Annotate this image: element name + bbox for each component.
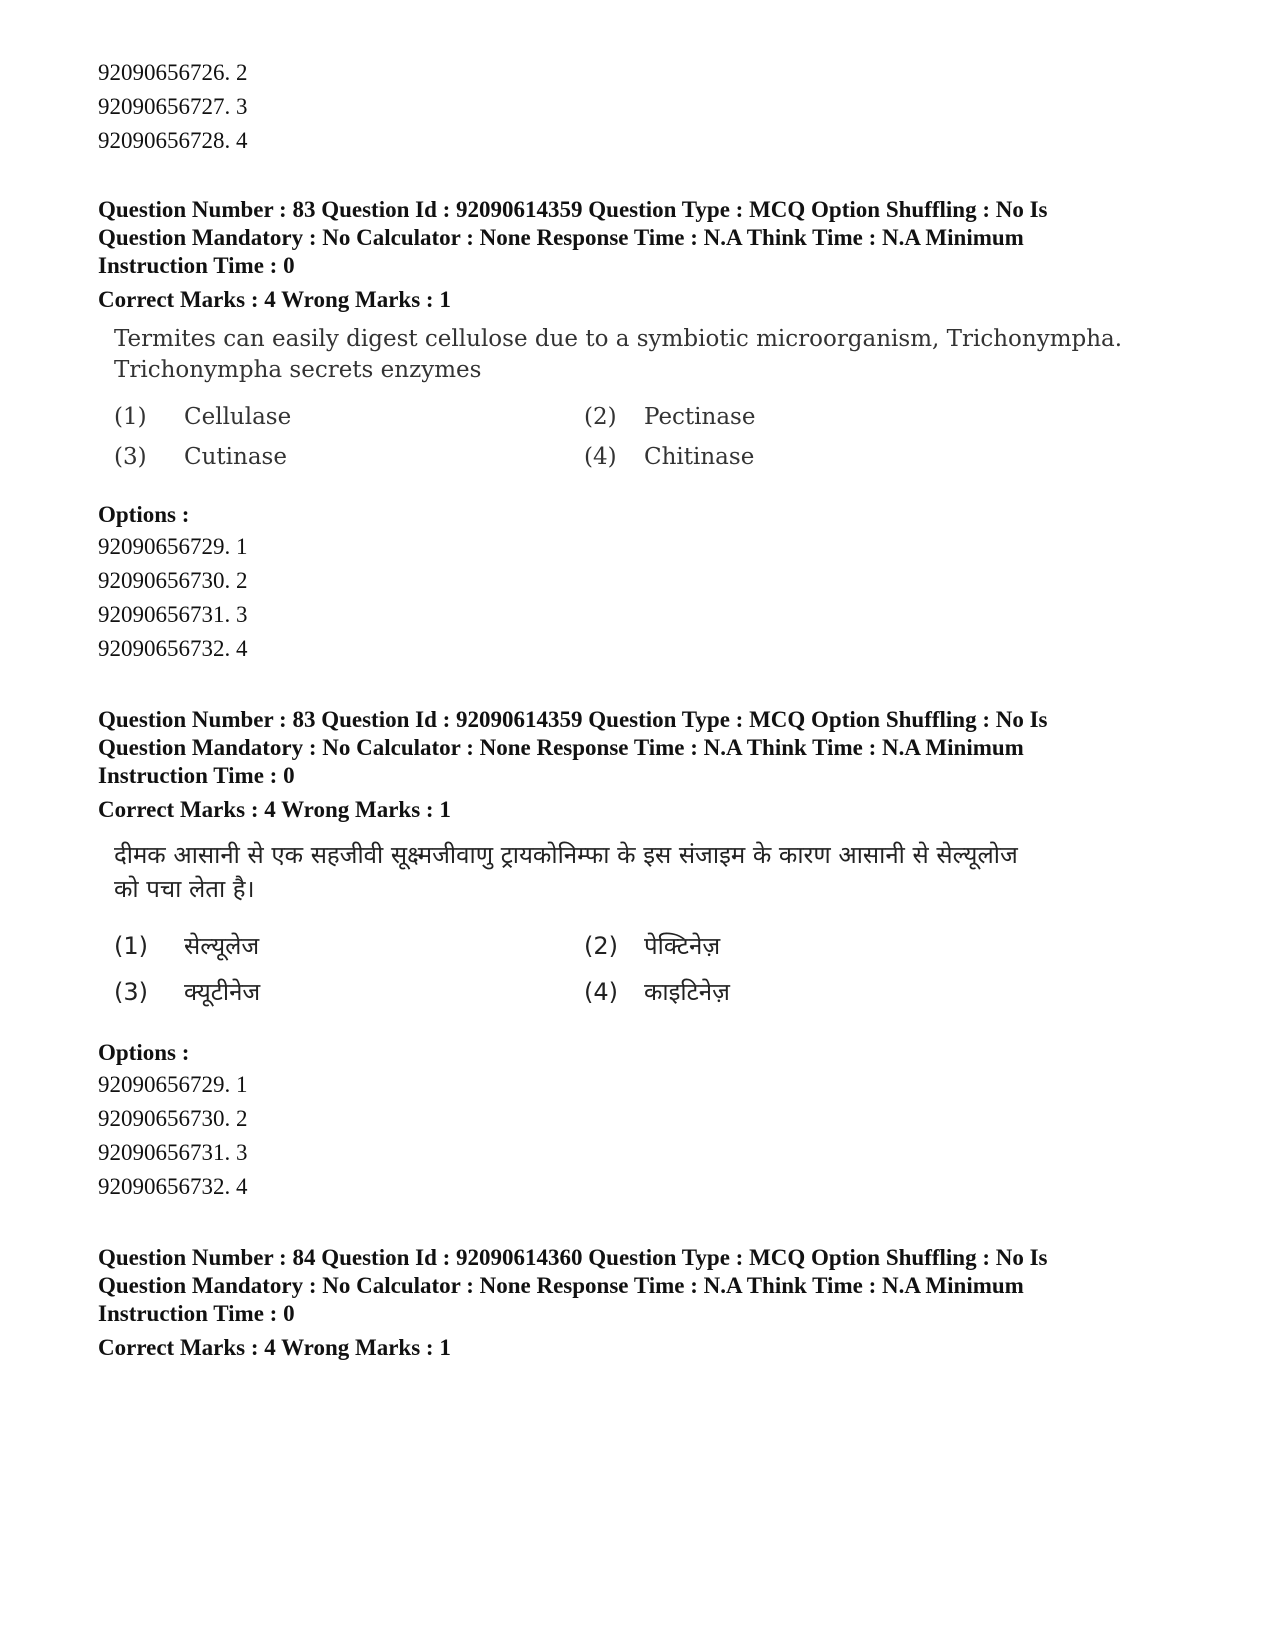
choice-number: (1) (114, 404, 147, 430)
option-line: 92090656731. 3 (98, 1140, 248, 1165)
option-line: 92090656730. 2 (98, 568, 248, 593)
answer-choices (114, 400, 1178, 474)
question-content (114, 324, 1178, 474)
question-block-english (98, 196, 1178, 666)
question-text (114, 324, 1178, 386)
choice-number: (1) (114, 932, 148, 960)
marks-line: Correct Marks : 4 Wrong Marks : 1 (98, 1335, 451, 1360)
question-header (98, 1244, 1178, 1328)
choice-text: Chitinase (644, 444, 755, 470)
option-line: 92090656732. 4 (98, 1174, 248, 1199)
marks-line: Correct Marks : 4 Wrong Marks : 1 (98, 287, 451, 312)
choice-text: क्यूटीनेज (184, 978, 261, 1006)
choice-number: (4) (584, 444, 617, 470)
choice-text: पेक्टिनेज़ (644, 932, 721, 960)
question-header (98, 196, 1178, 280)
previous-options-list (98, 56, 1178, 158)
question-text-line: Termites can easily digest cellulose due to a symbiotic microorganism, Trichonympha. (114, 326, 1123, 352)
question-header-line: Instruction Time : 0 (98, 1301, 295, 1326)
option-line: 92090656729. 1 (98, 534, 248, 559)
question-block-next (98, 1244, 1178, 1362)
options-title: Options : (98, 1040, 190, 1065)
choice-number: (3) (114, 978, 148, 1006)
option-line: 92090656730. 2 (98, 1106, 248, 1131)
question-header (98, 706, 1178, 790)
question-text (114, 838, 1178, 906)
question-header-line: Question Mandatory : No Calculator : None Response Time : N.A Think Time : N.A Minimum (98, 1273, 1024, 1298)
question-header-line: Question Number : 83 Question Id : 92090614359 Question Type : MCQ Option Shuffling : No Is (98, 197, 1048, 222)
option-line: 92090656731. 3 (98, 602, 248, 627)
option-line: 92090656726. 2 (98, 60, 248, 85)
document-page (98, 56, 1178, 1362)
question-block-hindi (98, 706, 1178, 1204)
choice-text: सेल्यूलेज (184, 932, 260, 960)
question-header-line: Question Mandatory : No Calculator : None Response Time : N.A Think Time : N.A Minimum (98, 735, 1024, 760)
choice-text: Cellulase (184, 404, 292, 430)
question-text-line: Trichonympha secrets enzymes (114, 357, 482, 383)
option-line: 92090656732. 4 (98, 636, 248, 661)
question-header-line: Instruction Time : 0 (98, 253, 295, 278)
option-line: 92090656727. 3 (98, 94, 248, 119)
marks-line: Correct Marks : 4 Wrong Marks : 1 (98, 797, 451, 822)
options-title: Options : (98, 502, 190, 527)
options-list (98, 1068, 1178, 1204)
question-content (114, 838, 1178, 1012)
question-header-line: Question Number : 84 Question Id : 92090614360 Question Type : MCQ Option Shuffling : No Is (98, 1245, 1048, 1270)
choice-text: काइटिनेज़ (644, 978, 730, 1006)
question-text-line: दीमक आसानी से एक सहजीवी सूक्ष्मजीवाणु ट्रायकोनिम्फा के इस संजाइम के कारण आसानी से सेल्यूलोज (114, 841, 1018, 869)
question-header-line: Instruction Time : 0 (98, 763, 295, 788)
question-header-line: Question Number : 83 Question Id : 92090614359 Question Type : MCQ Option Shuffling : No Is (98, 707, 1048, 732)
choice-number: (3) (114, 444, 147, 470)
choice-text: Cutinase (184, 444, 287, 470)
question-header-line: Question Mandatory : No Calculator : None Response Time : N.A Think Time : N.A Minimum (98, 225, 1024, 250)
option-line: 92090656729. 1 (98, 1072, 248, 1097)
question-text-line: को पचा लेता है। (114, 875, 255, 903)
choice-number: (2) (584, 932, 618, 960)
options-list (98, 530, 1178, 666)
choice-number: (4) (584, 978, 618, 1006)
option-line: 92090656728. 4 (98, 128, 248, 153)
choice-text: Pectinase (644, 404, 756, 430)
choice-number: (2) (584, 404, 617, 430)
answer-choices (114, 926, 1178, 1012)
